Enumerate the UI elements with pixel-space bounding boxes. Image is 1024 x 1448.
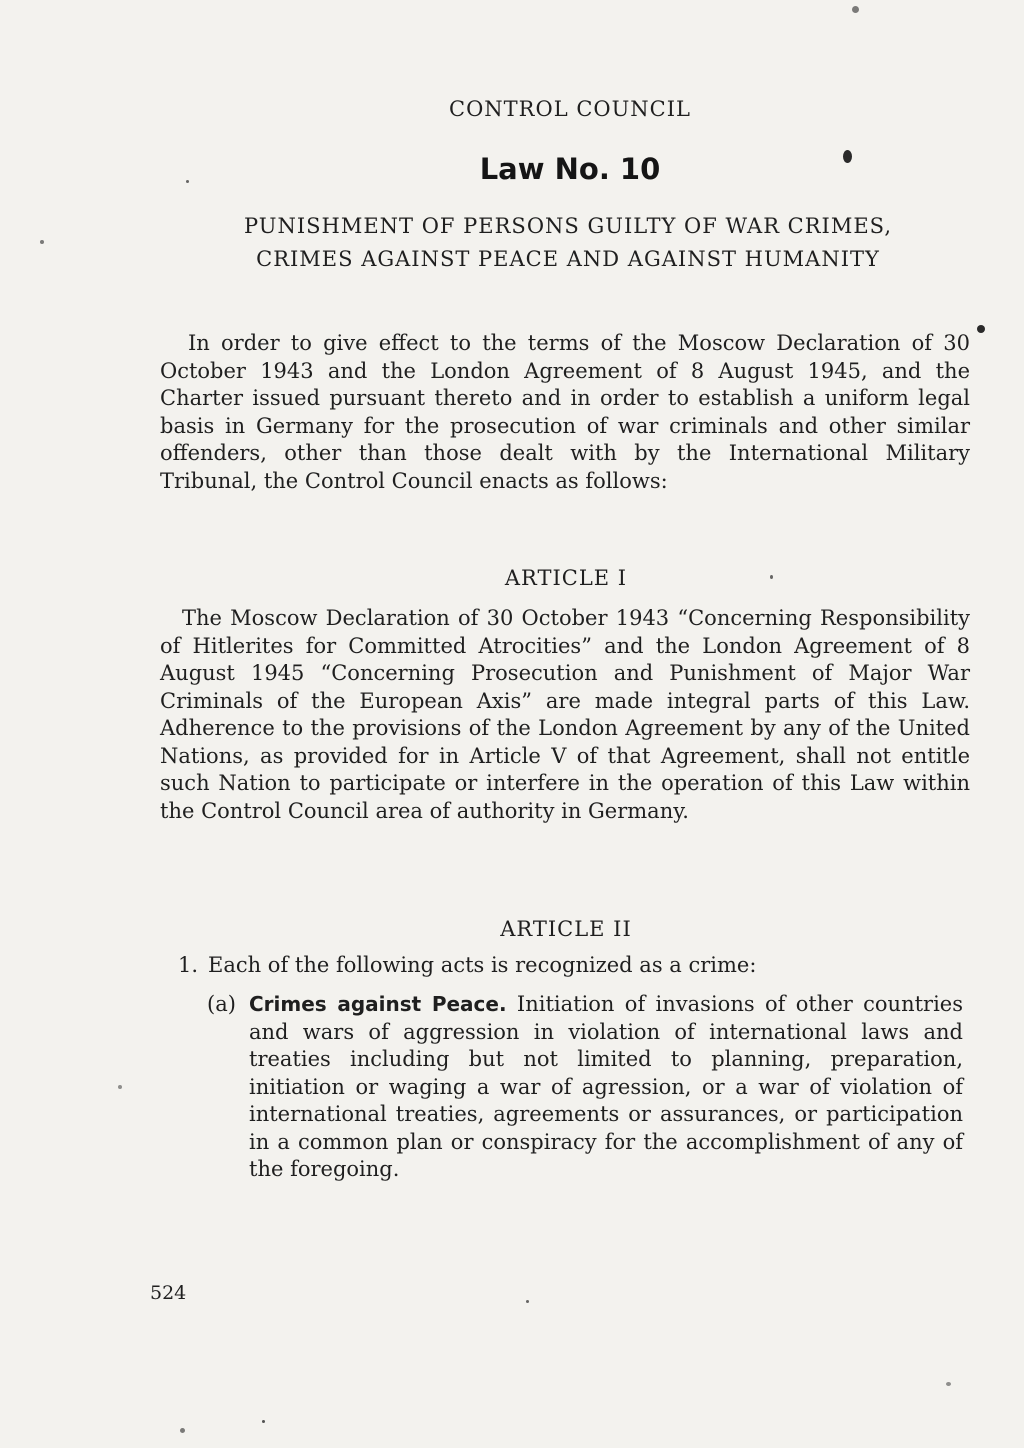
scan-speck <box>946 1382 951 1386</box>
scan-speck <box>843 150 852 163</box>
preamble-paragraph: In order to give effect to the terms of the Moscow Declaration of 30 October 1943 and the London Agreement of 8 August 1945, and the Charter issued pursuant thereto and in order to establish a uniform legal basis in Germany for the prosecution of war criminals and other similar offenders, other than those dealt with by the International Military Tribunal, the Control Council enacts as follows: <box>160 331 970 493</box>
scan-speck <box>526 1300 529 1303</box>
scan-speck <box>180 1428 185 1433</box>
article-1-text: The Moscow Declaration of 30 October 1943 “Concerning Responsibility of Hitlerites for Committed Atrocities” and the London Agreement of 8 August 1945 “Concerning Prosecution and Punishment of Major War Criminals of the European Axis” are made integral parts of this Law. Adherence to the provisions of the London Agreement by any of the United Nations, as provided for in Article V of that Agreement, shall not entitle such Nation to participate or interfere in the operation of this Law within the Control Council area of authority in Germany. <box>160 606 970 823</box>
subtitle-line-2: CRIMES AGAINST PEACE AND AGAINST HUMANITY <box>256 247 880 271</box>
article-2-heading: ARTICLE II <box>500 917 632 941</box>
scan-speck <box>262 1420 265 1423</box>
scan-speck <box>118 1085 122 1089</box>
subitem-body <box>249 991 963 1184</box>
scan-speck <box>40 240 44 244</box>
scan-speck <box>977 325 985 333</box>
subitem-text: Initiation of invasions of other countries and wars of aggression in violation of international laws and treaties including but not limited to planning, preparation, initiation or waging a war of agression, or a war of violation of international treaties, agreements or assurances, or participation in a common plan or conspiracy for the accomplishment of any of the foregoing. <box>249 992 963 1181</box>
council-header: CONTROL COUNCIL <box>449 97 691 121</box>
crimes-against-peace-term: Crimes against Peace. <box>249 992 507 1016</box>
page-number: 524 <box>150 1282 187 1304</box>
scan-speck <box>186 180 189 183</box>
law-subtitle <box>200 210 936 276</box>
item-number: 1. <box>178 953 199 977</box>
law-title: Law No. 10 <box>479 152 661 186</box>
scan-speck <box>770 575 773 579</box>
subitem-label: (a) <box>207 992 236 1016</box>
scan-speck <box>852 6 859 13</box>
article-1-heading: ARTICLE I <box>504 566 628 590</box>
article-2-item-1 <box>178 953 756 977</box>
item-text: Each of the following acts is recognized as a crime: <box>208 953 757 977</box>
subtitle-line-1: PUNISHMENT OF PERSONS GUILTY OF WAR CRIMES, <box>243 214 892 238</box>
